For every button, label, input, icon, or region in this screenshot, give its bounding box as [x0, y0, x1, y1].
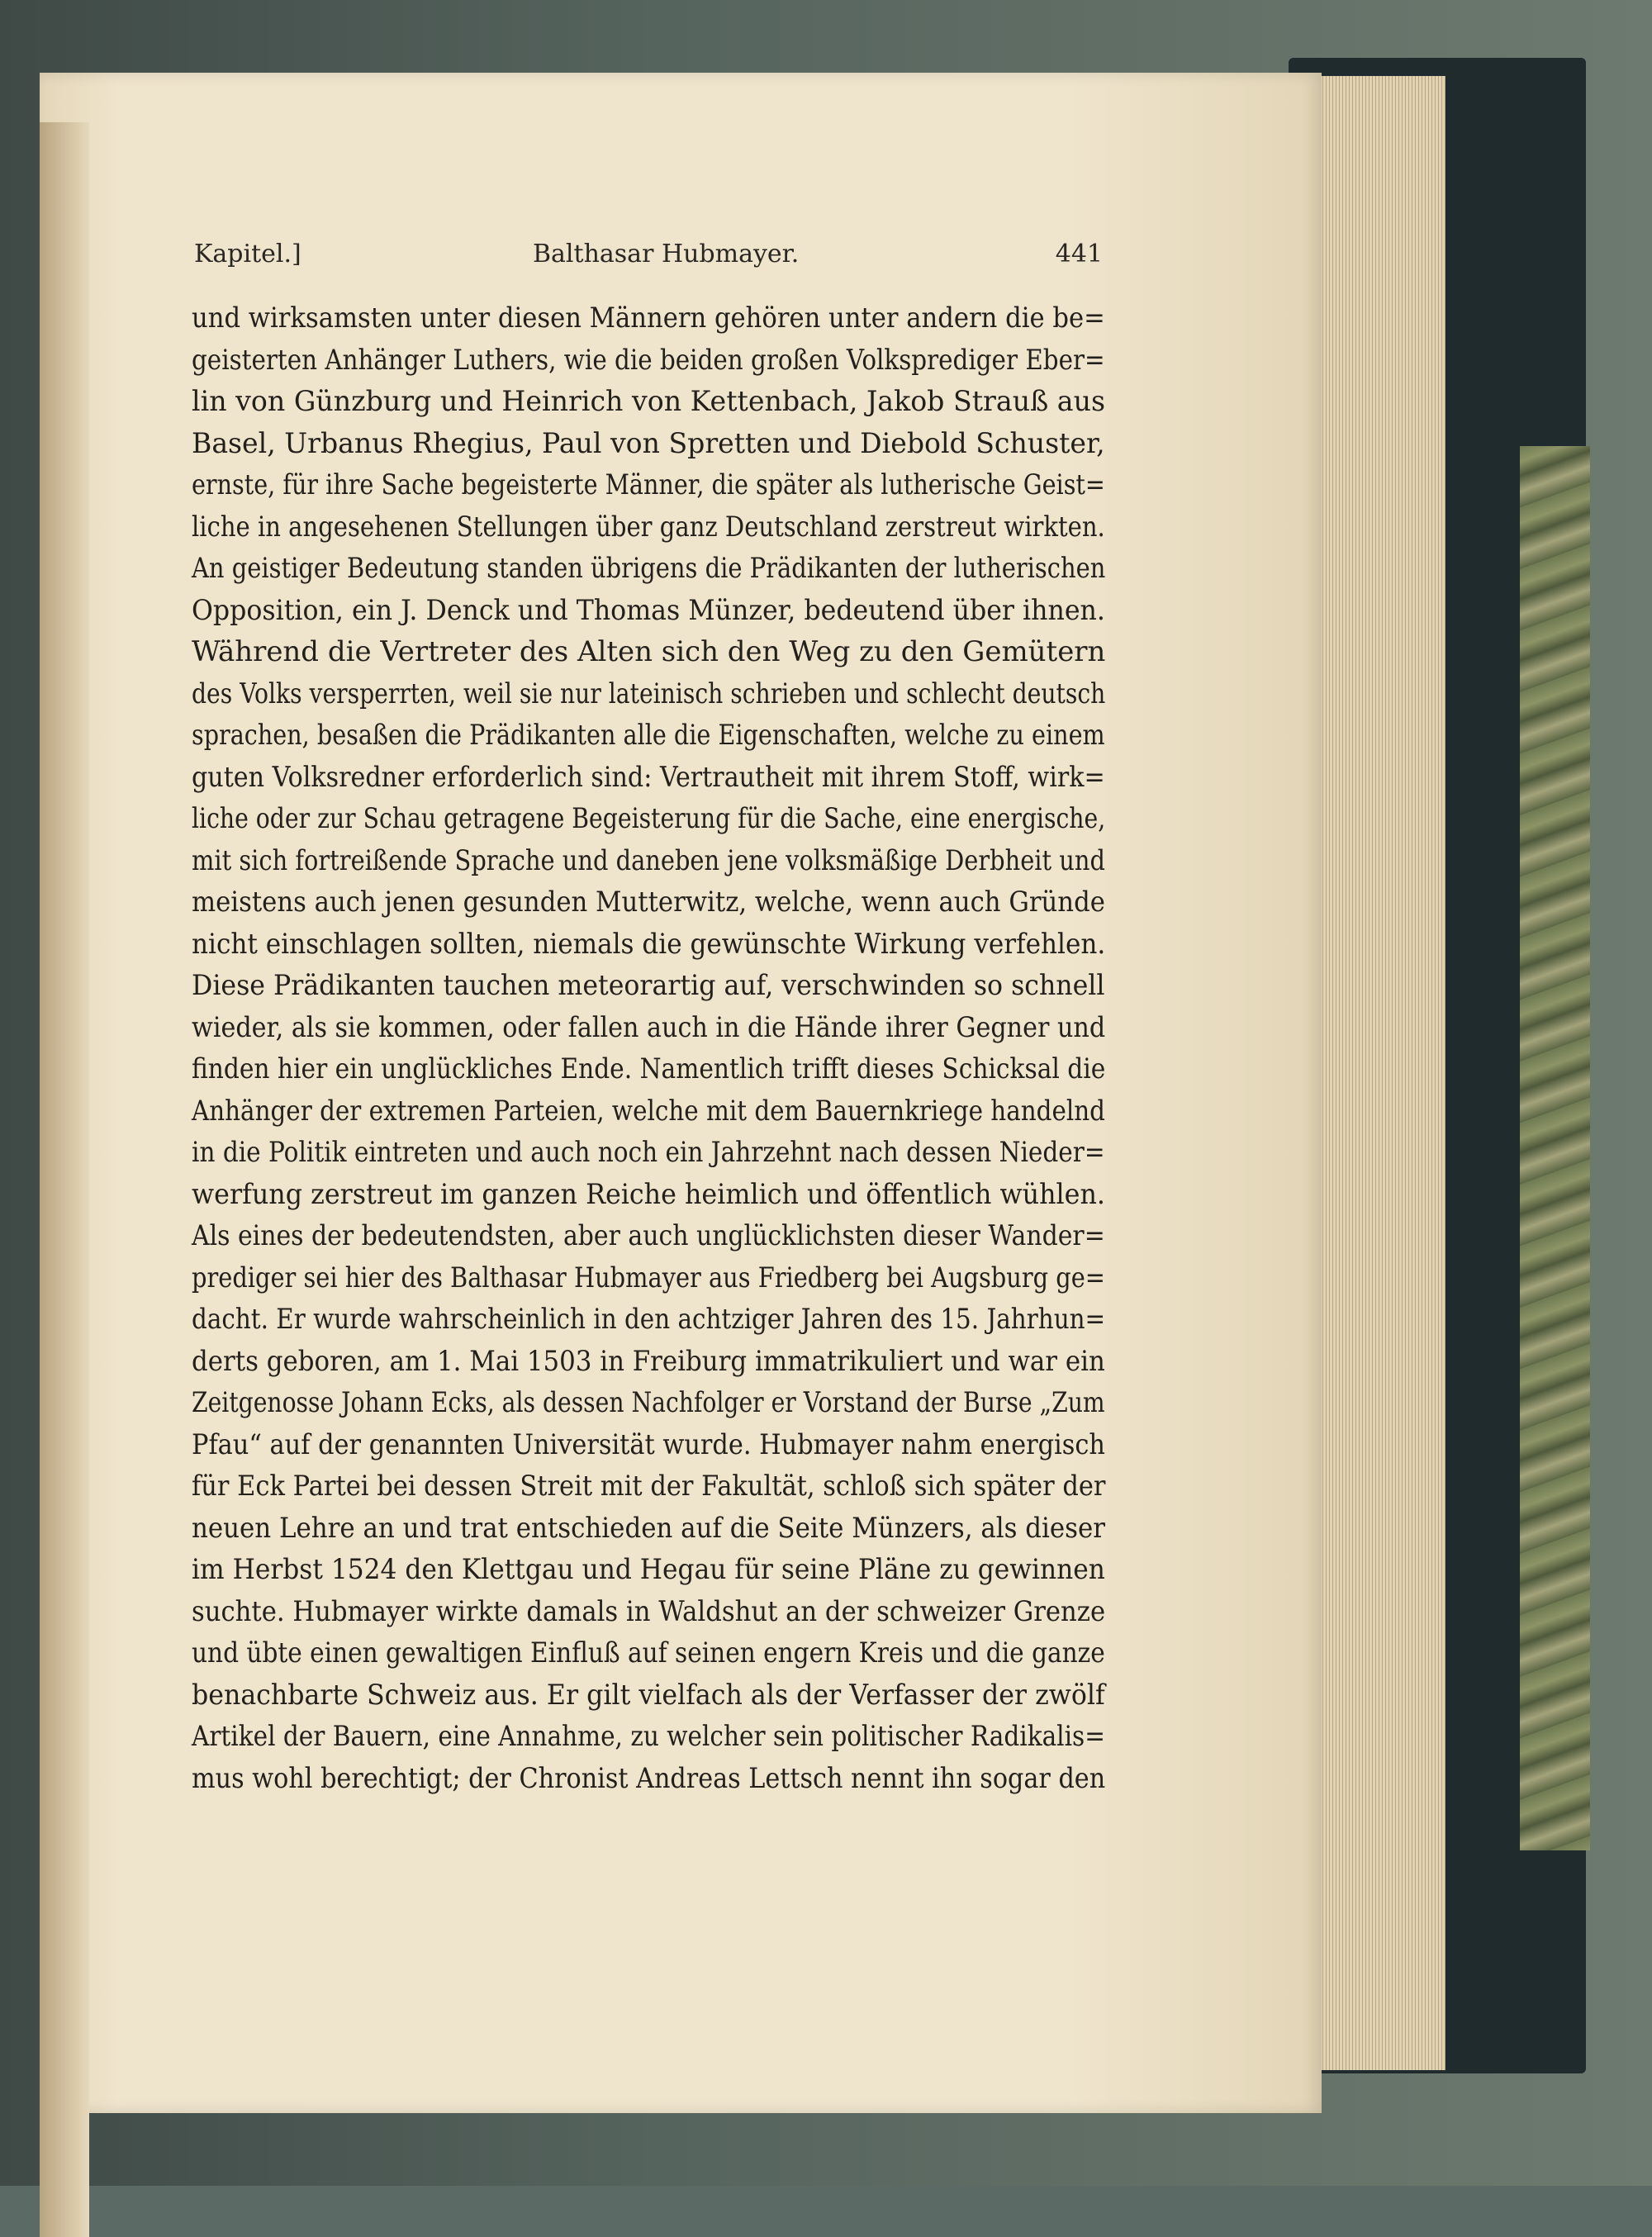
text-line: dacht. Er wurde wahrscheinlich in den achtziger Jahren des 15. Jahrhun=	[192, 1303, 1106, 1336]
text-line: derts geboren, am 1. Mai 1503 in Freiburg immatrikuliert und war ein	[192, 1344, 1105, 1378]
page-edges	[1313, 76, 1446, 2070]
text-line: prediger sei hier des Balthasar Hubmayer aus Friedberg bei Augsburg ge=	[192, 1261, 1105, 1294]
text-line: neuen Lehre an und trat entschieden auf die Seite Münzers, als dieser	[192, 1511, 1106, 1545]
text-line: Opposition, ein J. Denck und Thomas Münzer, bedeutend über ihnen.	[192, 593, 1105, 627]
text-line: Artikel der Bauern, eine Annahme, zu welcher sein politischer Radikalis=	[192, 1720, 1105, 1753]
chapter-label: Kapitel.]	[194, 240, 301, 268]
text-line: sprachen, besaßen die Prädikanten alle die Eigenschaften, welche zu einem	[192, 719, 1105, 752]
spine-gutter	[40, 122, 89, 2237]
text-line: liche oder zur Schau getragene Begeisterung für die Sache, eine energische,	[192, 802, 1106, 835]
text-line: des Volks versperrten, weil sie nur lateinisch schrieben und schlecht deutsch	[192, 677, 1106, 710]
body-text	[192, 297, 1105, 1799]
text-line: und wirksamsten unter diesen Männern gehören unter andern die be=	[192, 302, 1105, 335]
text-line: An geistiger Bedeutung standen übrigens die Prädikanten der lutherischen	[192, 552, 1106, 585]
text-line: in die Politik eintreten und auch noch ein Jahrzehnt nach dessen Nieder=	[192, 1136, 1105, 1169]
text-line: benachbarte Schweiz aus. Er gilt vielfach als der Verfasser der zwölf	[192, 1678, 1105, 1712]
text-line: finden hier ein unglückliches Ende. Namentlich trifft dieses Schicksal die	[192, 1052, 1106, 1085]
marbled-endpaper	[1520, 446, 1590, 1850]
text-line: für Eck Partei bei dessen Streit mit der Fakultät, schloß sich später der	[192, 1470, 1106, 1503]
running-header	[194, 240, 1103, 273]
text-line: mus wohl berechtigt; der Chronist Andreas Lettsch nennt ihn sogar den	[192, 1761, 1106, 1795]
text-line: meistens auch jenen gesunden Mutterwitz, welche, wenn auch Gründe	[192, 886, 1105, 919]
text-line: guten Volksredner erforderlich sind: Vertrautheit mit ihrem Stoff, wirk=	[192, 760, 1105, 794]
text-line: Zeitgenosse Johann Ecks, als dessen Nachfolger er Vorstand der Burse „Zum	[192, 1386, 1105, 1419]
text-line: ernste, für ihre Sache begeisterte Männer, die später als lutherische Geist=	[192, 468, 1105, 501]
text-line: liche in angesehenen Stellungen über ganz Deutschland zerstreut wirkten.	[192, 510, 1105, 544]
text-line: geisterten Anhänger Luthers, wie die beiden großen Volksprediger Eber=	[192, 343, 1105, 377]
running-title: Balthasar Hubmayer.	[533, 240, 800, 268]
page-number: 441	[1055, 240, 1103, 268]
text-line: lin von Günzburg und Heinrich von Kettenbach, Jakob Strauß aus	[192, 385, 1106, 418]
text-line: Basel, Urbanus Rhegius, Paul von Spretten und Diebold Schuster,	[192, 426, 1105, 460]
text-line: suchte. Hubmayer wirkte damals in Waldshut an der schweizer Grenze	[192, 1594, 1106, 1628]
text-line: wieder, als sie kommen, oder fallen auch in die Hände ihrer Gegner und	[192, 1010, 1106, 1044]
text-line: werfung zerstreut im ganzen Reiche heimlich und öffentlich wühlen.	[192, 1177, 1105, 1211]
text-line: nicht einschlagen sollten, niemals die gewünschte Wirkung verfehlen.	[192, 927, 1106, 961]
text-line: Pfau“ auf der genannten Universität wurde. Hubmayer nahm energisch	[192, 1427, 1105, 1461]
text-line: im Herbst 1524 den Klettgau und Hegau für seine Pläne zu gewinnen	[192, 1553, 1105, 1586]
text-line: Anhänger der extremen Parteien, welche mit dem Bauernkriege handelnd	[192, 1094, 1105, 1128]
text-line: mit sich fortreißende Sprache und daneben jene volksmäßige Derbheit und	[192, 843, 1105, 877]
text-line: Diese Prädikanten tauchen meteorartig auf, verschwinden so schnell	[192, 969, 1105, 1002]
text-line: Als eines der bedeutendsten, aber auch unglücklichsten dieser Wander=	[192, 1219, 1105, 1252]
text-line: Während die Vertreter des Alten sich den Weg zu den Gemütern	[192, 635, 1106, 668]
text-line: und übte einen gewaltigen Einfluß auf seinen engern Kreis und die ganze	[192, 1636, 1105, 1669]
